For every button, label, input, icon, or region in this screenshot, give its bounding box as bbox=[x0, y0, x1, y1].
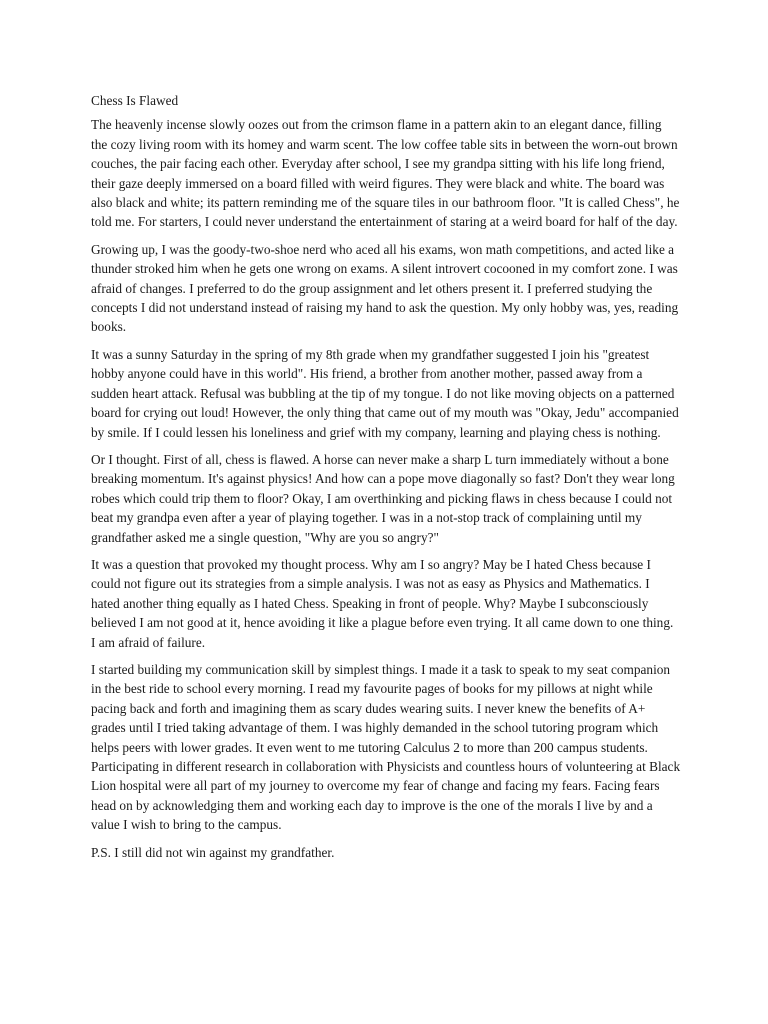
paragraph-postscript: P.S. I still did not win against my grandfather. bbox=[91, 844, 335, 860]
document-body bbox=[91, 91, 681, 870]
paragraph-5: It was a question that provoked my thought process. Why am I so angry? May be I hated Chess because I could not figure out its strategies from a simple analysis. I was not as easy as Physics and Mathematics. I hated another thing equally as I hated Chess. Speaking in front of people. Why? Maybe I subconsciously believed I am not good at it, hence avoiding it like a plague before even trying. It all came down to one thing. I am afraid of failure. bbox=[91, 556, 674, 650]
paragraph-2: Growing up, I was the goody-two-shoe nerd who aced all his exams, won math competitions, and acted like a thunder stroked him when he gets one wrong on exams. A silent introvert cocooned in my comfort zone. I was afraid of changes. I preferred to do the group assignment and let others present it. I preferred studying the concepts I did not understand instead of raising my hand to ask the question. My only hobby was, yes, reading books. bbox=[91, 241, 679, 335]
paragraph-1: The heavenly incense slowly oozes out from the crimson flame in a pattern akin to an elegant dance, filling the cozy living room with its homey and warm scent. The low coffee table sits in between the worn-out brown couches, the pair facing each other. Everyday after school, I see my grandpa sitting with his life long friend, their gaze deeply immersed on a board filled with weird figures. They were black and white. The board was also black and white; its pattern reminding me of the square tiles in our bathroom floor. "It is called Chess", he told me. For starters, I could never understand the entertainment of staring at a weird board for half of the day. bbox=[91, 117, 680, 230]
paragraph-3: It was a sunny Saturday in the spring of my 8th grade when my grandfather suggested I join his "greatest hobby anyone could have in this world". His friend, a brother from another mother, passed away from a sudden heart attack. Refusal was bubbling at the tip of my tongue. I do not like moving objects on a patterned board for crying out loud! However, the only thing that came out of my mouth was "Okay, Jedu" accompanied by smile. If I could lessen his loneliness and grief with my company, learning and playing chess is nothing. bbox=[91, 346, 679, 440]
paragraph-6: I started building my communication skill by simplest things. I made it a task to speak to my seat companion in the best ride to school every morning. I read my favourite pages of books for my pillows at night while pacing back and forth and imagining them as scary dudes wearing suits. I never knew the benefits of A+ grades until I tried taking advantage of them. I was highly demanded in the school tutoring program which helps peers with lower grades. It even went to me tutoring Calculus 2 to more than 200 campus students. Participating in different research in collaboration with Physicists and countless hours of volunteering at Black Lion hospital were all part of my journey to overcome my fear of change and facing my fears. Facing fears head on by acknowledging them and working each day to improve is the one of the morals I live by and a value I wish to bring to the campus. bbox=[91, 661, 681, 833]
document-title: Chess Is Flawed bbox=[91, 93, 179, 108]
paragraph-4: Or I thought. First of all, chess is flawed. A horse can never make a sharp L turn immediately without a bone breaking momentum. It's against physics! And how can a pope move diagonally so fast? Don't they wear long robes which could trip them to floor? Okay, I am overthinking and picking flaws in chess because I could not beat my grandpa even after a year of playing together. I was in a not-stop track of complaining until my grandfather asked me a single question, "Why are you so angry?" bbox=[91, 451, 675, 545]
